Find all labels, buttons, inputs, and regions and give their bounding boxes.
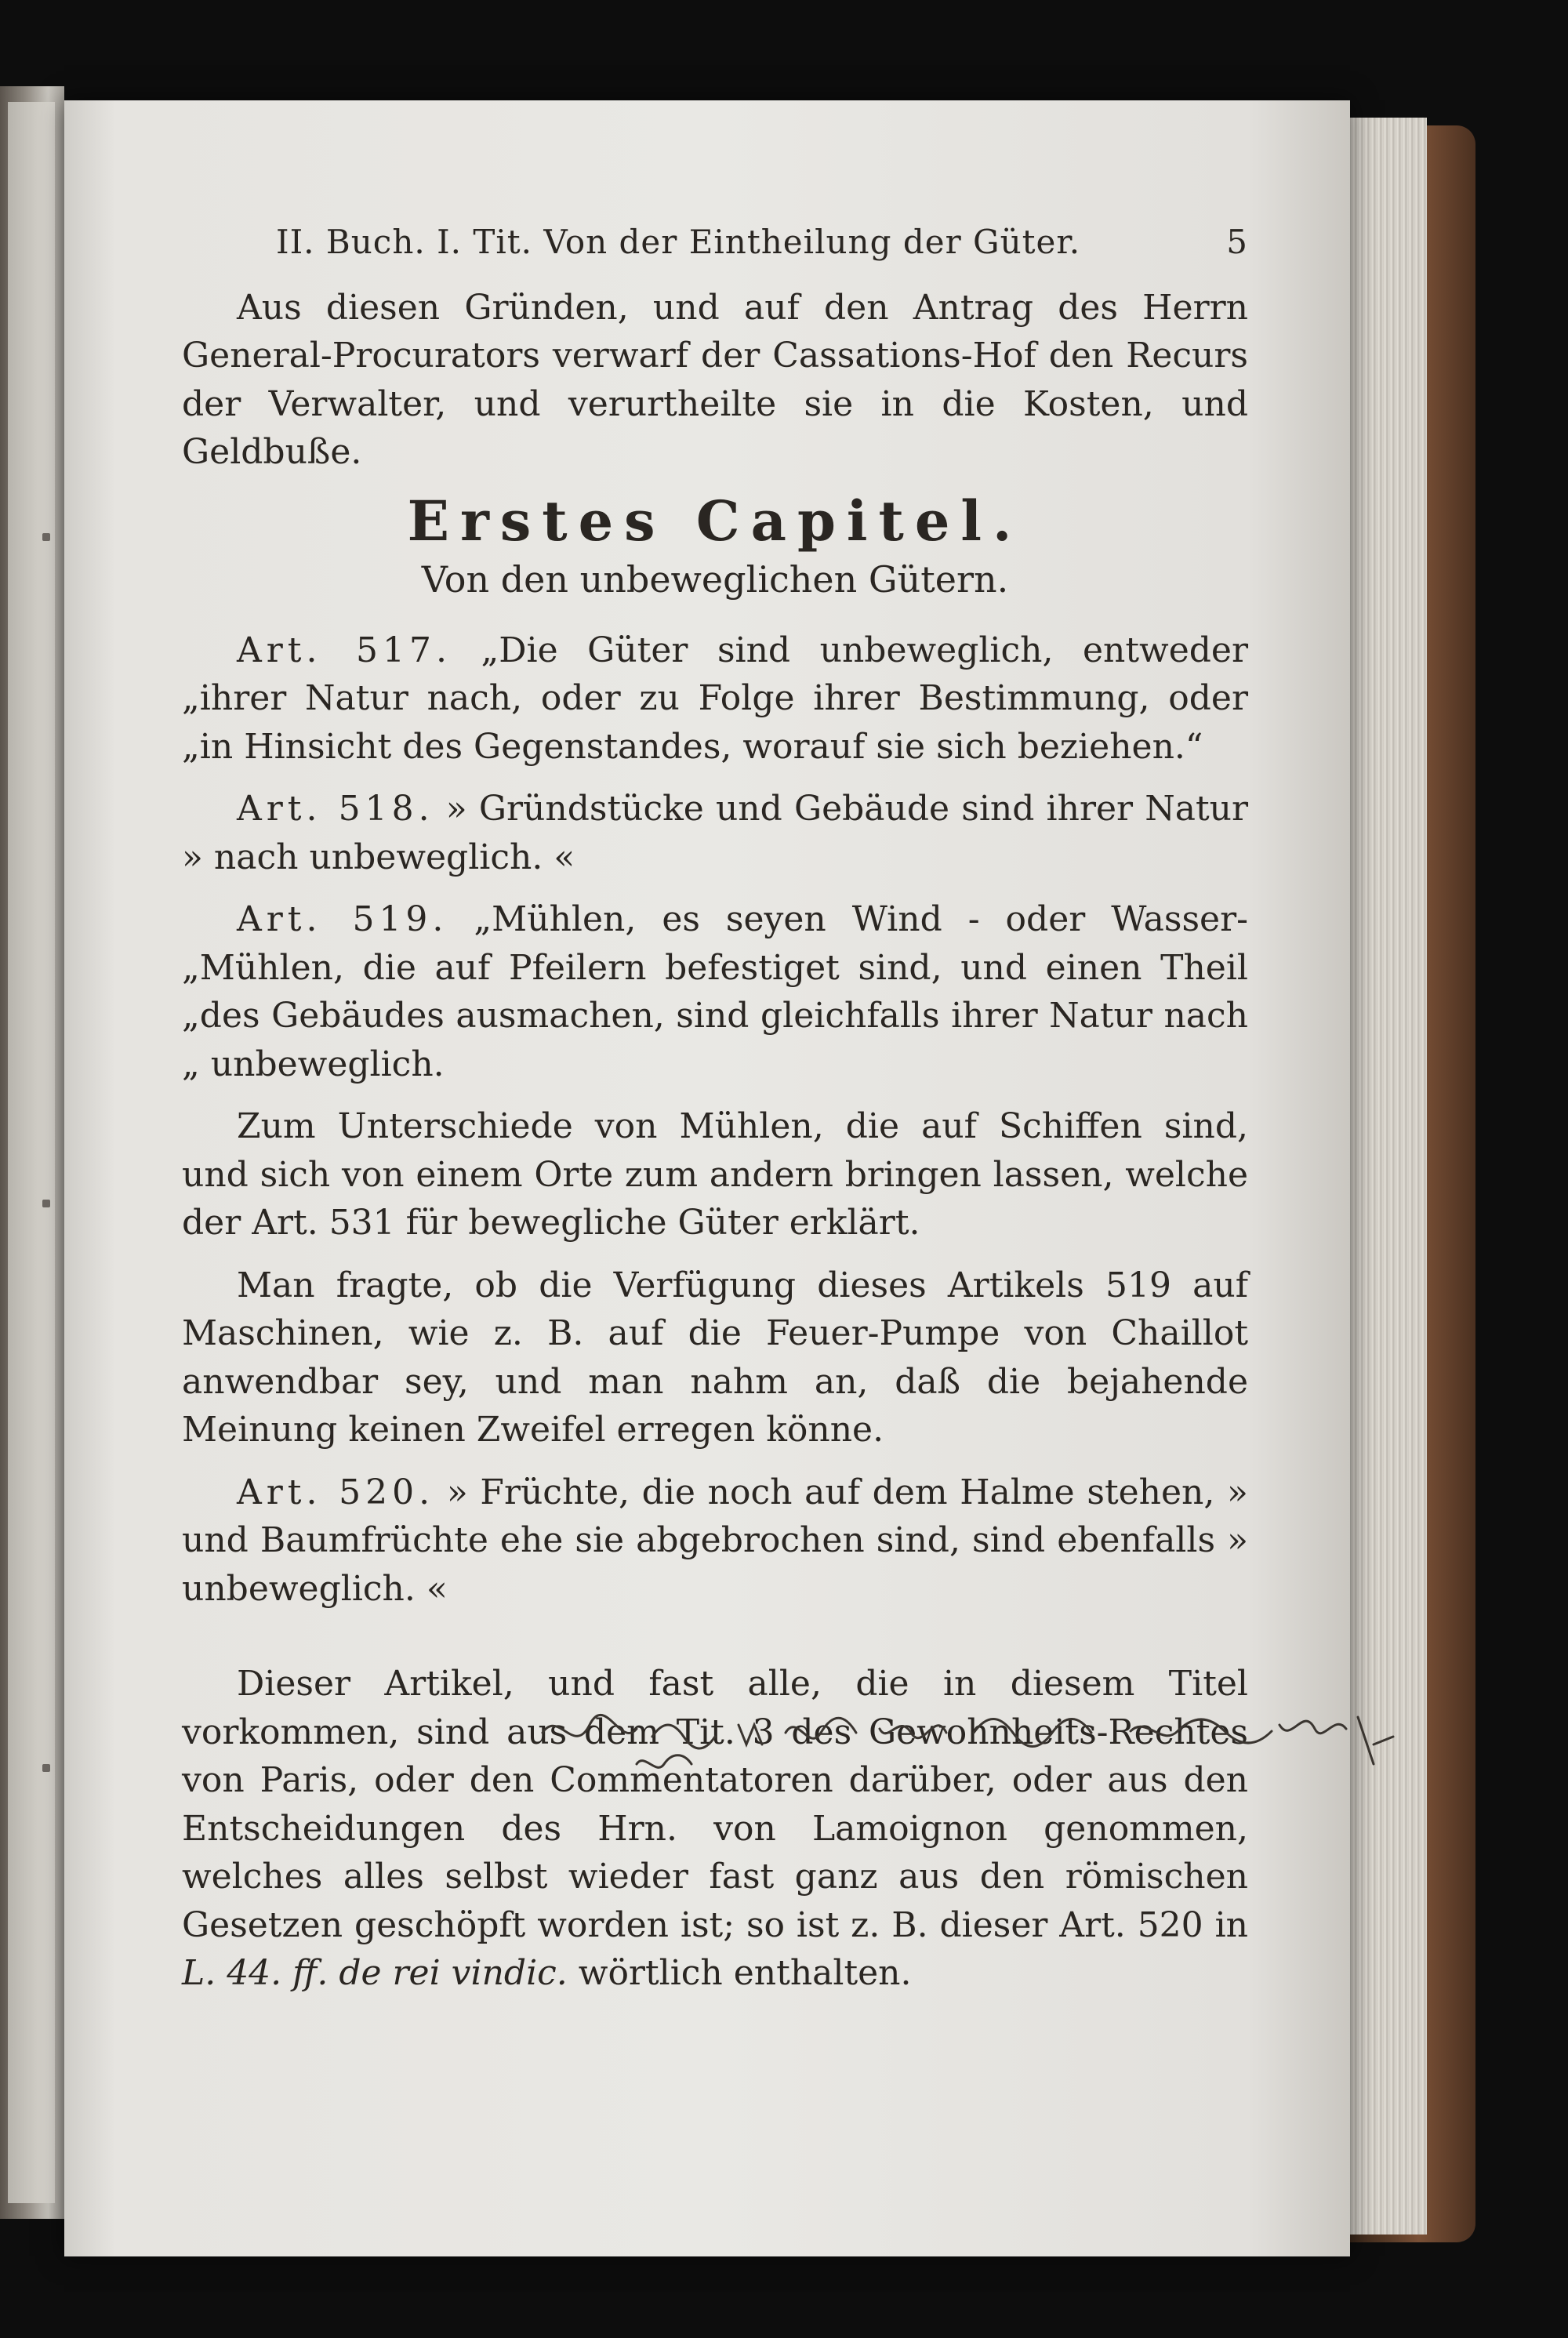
page-number: 5 (1226, 223, 1248, 261)
paragraph-muhlen: Zum Unterschiede von Mühlen, die auf Schiffen sind, und sich von einem Orte zum andern bringen lassen, welche der Art. 531 für bewegliche Güter erklärt. (182, 1106, 1248, 1243)
article-518 (182, 785, 1248, 881)
handwriting-scribble (535, 1701, 1405, 1788)
paragraph-intro: Aus diesen Gründen, und auf den Antrag des Herrn General-Procurators verwarf der Cassations-Hof den Recurs der Verwalter, und verurtheilte sie in die Kosten, und Geldbuße. (182, 287, 1248, 472)
article-label: Art. 517. (237, 630, 452, 670)
article-text: „Mühlen, es seyen Wind - oder Wasser- „Mühlen, die auf Pfeilern befestiget sind, und einen Theil „des Gebäudes ausmachen, sind gleichfalls ihrer Natur nach „ unbeweglich. (182, 899, 1248, 1084)
margin-mark (42, 1764, 50, 1772)
article-text: » Gründstücke und Gebäude sind ihrer Natur » nach unbeweglich. « (182, 789, 1248, 877)
margin-mark (42, 533, 50, 541)
left-page-edge (8, 102, 55, 2203)
article-label: Art. 520. (237, 1472, 435, 1512)
paragraph-dieser-text: Dieser Artikel, und fast alle, die in diesem Titel vorkommen, sind aus dem Tit. 3 des Gewohnheits-Rechtes von Paris, oder den Commentatoren darüber, oder aus den Entscheidungen des Hrn. von Lamoignon genommen, welches alles selbst wieder fast ganz aus den römischen Gesetzen geschöpft worden ist; so ist z. B. dieser Art. 520 in (182, 1664, 1248, 1945)
citation-tail: wörtlich enthalten. (578, 1953, 912, 1993)
book-page (64, 100, 1350, 2256)
running-head (182, 218, 1248, 267)
article-text: » Früchte, die noch auf dem Halme stehen, » und Baumfrüchte ehe sie abgebrochen sind, sind ebenfalls » unbeweglich. « (182, 1472, 1248, 1609)
citation-ref: L. 44. (182, 1953, 282, 1993)
article-label: Art. 518. (237, 789, 434, 829)
chapter-subtitle: Von den unbeweglichen Gütern. (421, 558, 1009, 601)
chapter-title: Erstes Capitel. (407, 488, 1023, 554)
handwritten-annotation (535, 1701, 1405, 1788)
citation-source: ff. de rei vindic. (292, 1953, 568, 1993)
margin-mark (42, 1200, 50, 1207)
running-head-title: II. Buch. I. Tit. Von der Eintheilung der Güter. (276, 223, 1081, 261)
article-517 (182, 626, 1248, 771)
article-520 (182, 1469, 1248, 1614)
article-label: Art. 519. (237, 899, 448, 939)
article-519 (182, 895, 1248, 1088)
paragraph-frage: Man fragte, ob die Verfügung dieses Artikels 519 auf Maschinen, wie z. B. auf die Feuer-Pumpe von Chaillot anwendbar sey, und man nahm an, daß die bejahende Meinung keinen Zweifel erregen könne. (182, 1265, 1248, 1450)
article-text: „Die Güter sind unbeweglich, entweder „ihrer Natur nach, oder zu Folge ihrer Bestimmung, oder „in Hinsicht des Gegenstandes, worauf sie sich beziehen.“ (182, 630, 1248, 767)
